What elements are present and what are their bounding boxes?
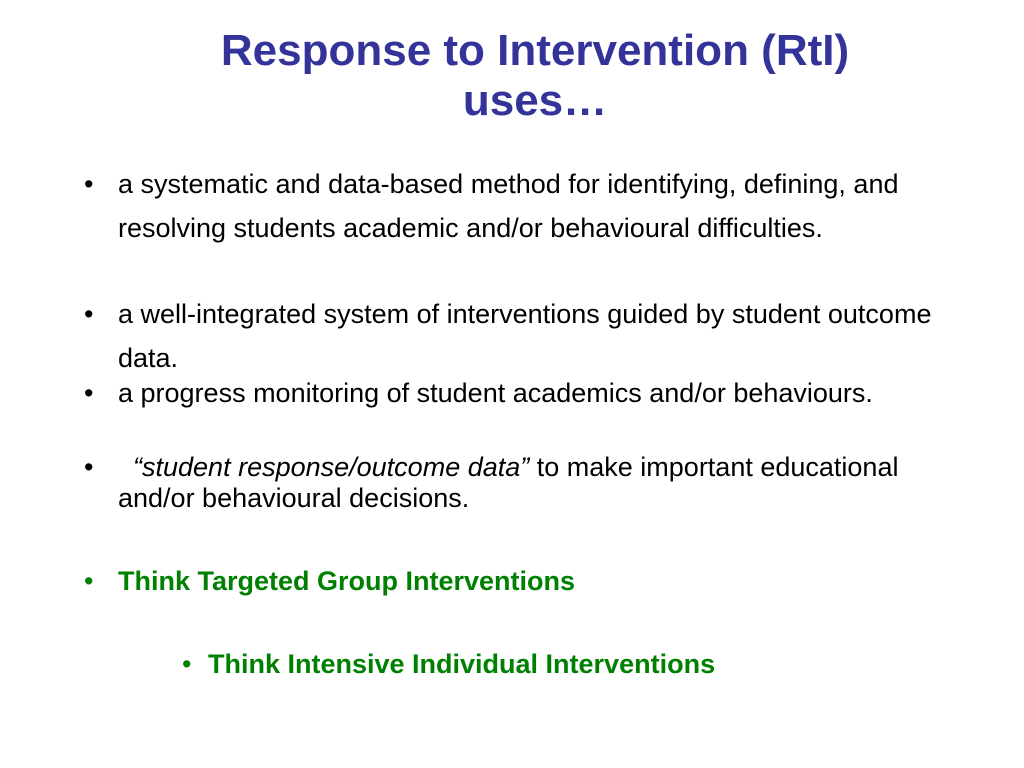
bullet-text-continuation: to make important educational and/or behavioural decisions.	[118, 452, 899, 513]
bullet-text: a systematic and data-based method for identifying, defining, and resolving students academic and/or behavioural difficulties.	[118, 169, 899, 243]
bullet-item-integrated-system	[84, 292, 944, 380]
highlight-text: Think Targeted Group Interventions	[118, 566, 576, 596]
bullet-emphasis-quote: “student response/outcome data”	[133, 452, 530, 482]
bullet-item-systematic-method	[84, 162, 944, 250]
bullet-icon: •	[84, 378, 94, 408]
bullet-item-progress-monitoring	[84, 378, 944, 409]
bullet-icon: •	[84, 566, 94, 596]
bullet-icon: •	[182, 649, 192, 679]
bullet-item-intensive-individual	[182, 646, 942, 682]
bullet-icon: •	[84, 299, 94, 329]
highlight-text: Think Intensive Individual Interventions	[208, 649, 716, 679]
slide-title: Response to Intervention (RtI) uses…	[220, 26, 850, 125]
bullet-icon: •	[84, 452, 94, 482]
bullet-text	[118, 452, 944, 514]
bullet-item-student-response-data	[84, 452, 944, 514]
bullet-text: a progress monitoring of student academics and/or behaviours.	[118, 378, 873, 408]
bullet-text: a well-integrated system of interventions guided by student outcome data.	[118, 299, 932, 373]
bullet-icon: •	[84, 169, 94, 199]
bullet-item-targeted-group	[84, 563, 944, 599]
